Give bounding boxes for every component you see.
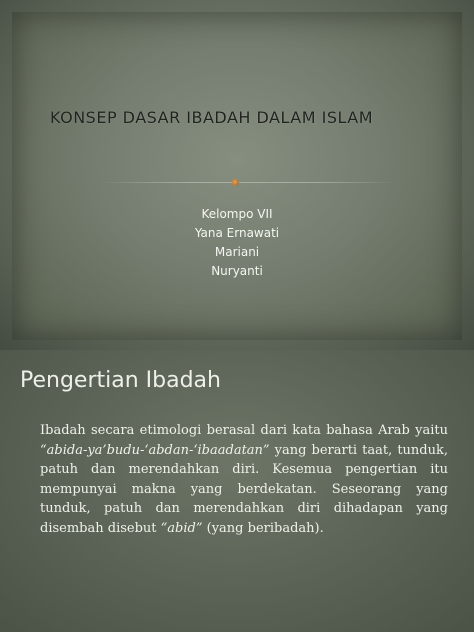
- definition-paragraph: [40, 421, 448, 538]
- author-list: [137, 205, 337, 281]
- section-heading: Pengertian Ibadah: [20, 368, 221, 393]
- title-divider: [100, 182, 396, 183]
- author-name: Yana Ernawati: [194, 226, 280, 240]
- author-group-name: Kelompo VII: [201, 207, 273, 221]
- paragraph-text: Ibadah secara etimologi berasal dari kata bahasa Arab yaitu: [40, 423, 448, 438]
- content-slide: [0, 350, 474, 632]
- title-slide-panel: [12, 12, 462, 340]
- paragraph-text: yang berarti taat, tunduk, patuh dan merendahkan diri. Kesemua pengertian itu mempunyai makna yang berdekatan. Seseorang yang tunduk, patuh dan merendahkan diri dihadapan yang disembah disebut: [40, 442, 448, 536]
- arabic-term: “abida-ya’budu-‘abdan-‘ibaadatan”: [40, 442, 270, 458]
- slide-title: KONSEP DASAR IBADAH DALAM ISLAM: [50, 108, 374, 127]
- paragraph-text: (yang beribadah).: [202, 520, 324, 536]
- arabic-term: “abid”: [160, 520, 203, 536]
- author-name: Mariani: [214, 245, 260, 259]
- author-name: Nuryanti: [211, 264, 263, 278]
- divider-ornament-icon: [232, 179, 239, 186]
